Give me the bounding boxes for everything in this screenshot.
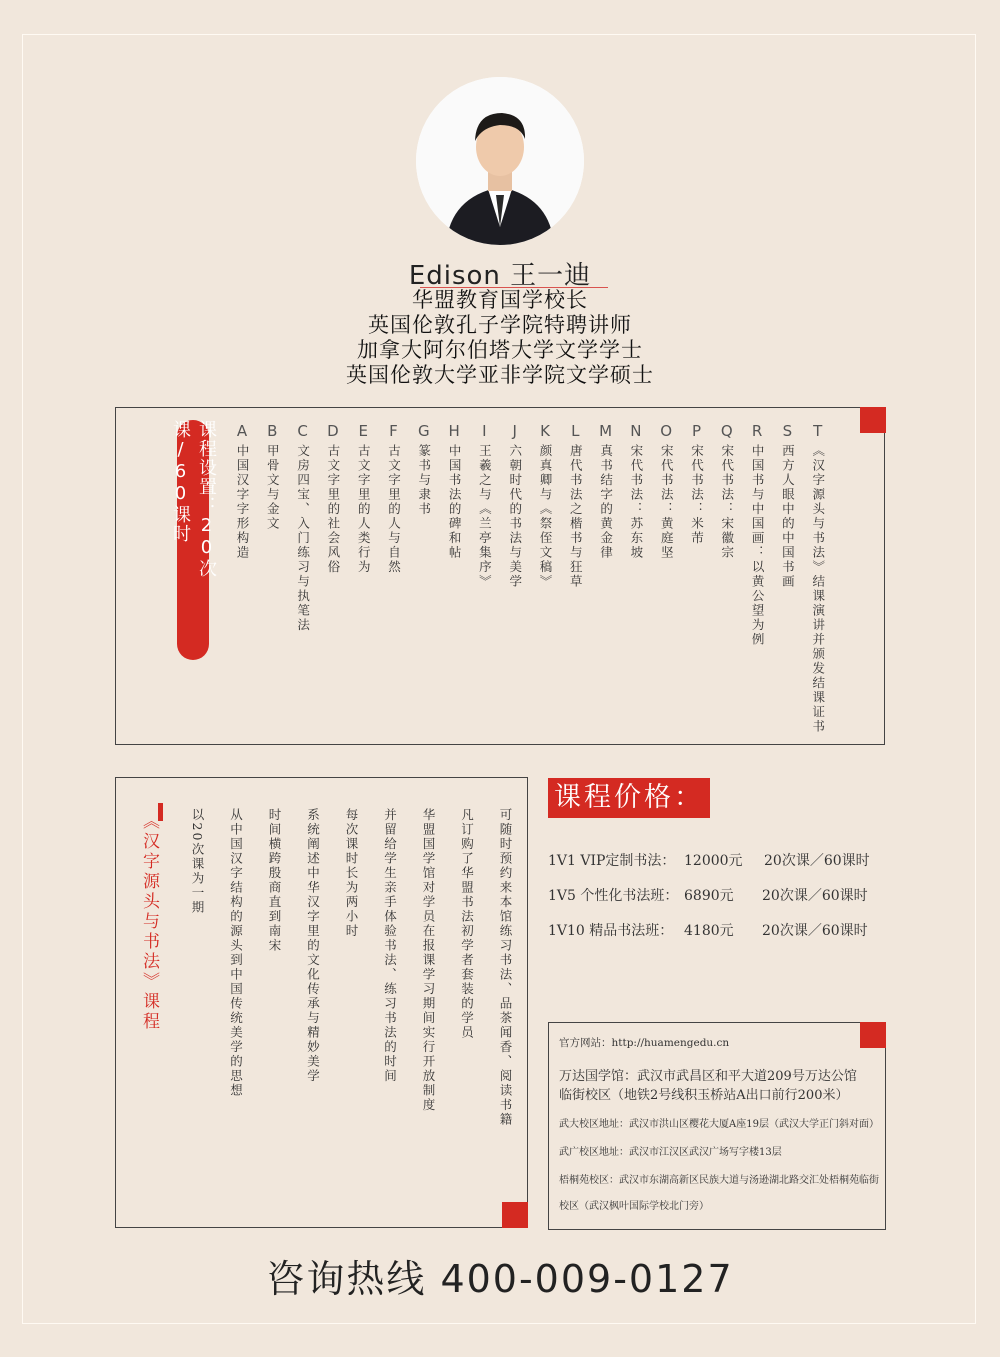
course-title: 古文字里的人类行为 bbox=[356, 444, 372, 575]
hotline[interactable]: 咨询热线 400-009-0127 bbox=[266, 1257, 734, 1301]
description-line: 时间横跨殷商直到南宋 bbox=[267, 808, 282, 953]
instructor-name: Edison 王一迪 bbox=[408, 261, 592, 291]
course-title: 中国书法的碑和帖 bbox=[447, 444, 463, 560]
course-item bbox=[505, 422, 525, 589]
course-item bbox=[656, 422, 676, 560]
curriculum-label: 课程设置：20次课/60课时 bbox=[177, 420, 209, 660]
course-item bbox=[747, 422, 767, 647]
course-item bbox=[384, 422, 404, 575]
title-line: 英国伦敦大学亚非学院文学硕士 bbox=[346, 363, 654, 387]
course-letter: L bbox=[571, 422, 580, 440]
course-item bbox=[777, 422, 797, 589]
description-line: 系统阐述中华汉字里的文化传承与精妙美学 bbox=[305, 808, 321, 1084]
price-sessions: 20次课／60课时 bbox=[764, 853, 870, 869]
wuguang-address: 武广校区地址：武汉市江汉区武汉广场写字楼13层 bbox=[559, 1147, 782, 1158]
course-title: 西方人眼中的中国书画 bbox=[780, 444, 796, 589]
course-item bbox=[717, 422, 737, 560]
description-line: 并留给学生亲手体验书法、练习书法的时间 bbox=[382, 808, 398, 1084]
course-letter: N bbox=[630, 422, 642, 440]
price-amount: 12000元 bbox=[684, 853, 743, 869]
course-letter: K bbox=[540, 422, 550, 440]
course-title: 古文字里的社会风俗 bbox=[325, 444, 341, 575]
course-title: 古文字里的人与自然 bbox=[386, 444, 402, 575]
title-line: 英国伦敦孔子学院特聘讲师 bbox=[368, 313, 632, 337]
course-letter: B bbox=[267, 422, 278, 440]
wutong-address-2: 校区（武汉枫叶国际学校北门旁） bbox=[559, 1201, 709, 1212]
description-line: 以20次课为一期 bbox=[190, 808, 205, 915]
price-amount: 4180元 bbox=[684, 923, 734, 939]
description-line: 从中国汉字结构的源头到中国传统美学的思想 bbox=[228, 808, 244, 1098]
course-letter: C bbox=[297, 422, 308, 440]
course-letter: G bbox=[417, 422, 430, 440]
course-item bbox=[596, 422, 616, 560]
course-title: 宋代书法：黄庭坚 bbox=[659, 444, 675, 560]
course-letter: E bbox=[358, 422, 368, 440]
course-title: 宋代书法：苏东坡 bbox=[628, 444, 644, 560]
course-item bbox=[414, 422, 434, 517]
course-title: 篆书与隶书 bbox=[416, 444, 432, 517]
course-title: 文房四宝、入门练习与执笔法 bbox=[295, 444, 311, 633]
course-letter: D bbox=[327, 422, 339, 440]
description-line: 凡订购了华盟书法初学者套装的学员 bbox=[459, 808, 475, 1040]
course-letter: A bbox=[236, 422, 248, 440]
course-title: 宋代书法：米芾 bbox=[689, 444, 705, 546]
course-letter: F bbox=[389, 422, 398, 440]
course-letter: S bbox=[782, 422, 793, 440]
course-title: 《汉字源头与书法》结课演讲并颁发结课证书 bbox=[810, 444, 826, 734]
course-letter: T bbox=[813, 422, 823, 440]
course-title: 唐代书法之楷书与狂草 bbox=[568, 444, 584, 589]
course-item bbox=[565, 422, 585, 589]
course-letter: R bbox=[751, 422, 763, 440]
price-plan: 1V5 个性化书法班： bbox=[548, 888, 679, 904]
course-title: 颜真卿与《祭侄文稿》 bbox=[538, 444, 553, 589]
title-line: 加拿大阿尔伯塔大学文学学士 bbox=[357, 338, 643, 362]
course-title: 甲骨文与金文 bbox=[265, 444, 281, 531]
course-title: 王羲之与《兰亭集序》 bbox=[477, 444, 493, 589]
course-item bbox=[262, 422, 282, 531]
course-letter: P bbox=[691, 422, 702, 440]
course-title: 中国汉字字形构造 bbox=[235, 444, 250, 560]
avatar bbox=[416, 77, 584, 245]
instructor-titles bbox=[0, 288, 1000, 388]
wanda-address: 万达国学馆：武汉市武昌区和平大道209号万达公馆 bbox=[559, 1069, 857, 1084]
course-title: 宋代书法：宋徽宗 bbox=[719, 444, 735, 560]
course-letter: Q bbox=[720, 422, 733, 440]
description-line: 每次课时长为两小时 bbox=[344, 808, 359, 939]
course-letter: I bbox=[482, 422, 487, 440]
wutong-address: 梧桐苑校区：武汉市东湖高新区民族大道与汤逊湖北路交汇处梧桐苑临街 bbox=[559, 1175, 879, 1186]
corner-accent bbox=[860, 407, 886, 433]
description-line: 华盟国学馆对学员在报课学习期间实行开放制度 bbox=[421, 808, 436, 1113]
course-title: 中国书与中国画：以黄公望为例 bbox=[750, 444, 766, 647]
course-item bbox=[232, 422, 252, 560]
price-plan: 1V10 精品书法班： bbox=[548, 923, 674, 939]
course-item bbox=[808, 422, 828, 734]
course-letter: H bbox=[448, 422, 460, 440]
pricing-heading: 课程价格： bbox=[548, 778, 710, 818]
contact-box bbox=[548, 1022, 886, 1230]
description-line: 可随时预约来本馆练习书法、品茶闻香、阅读书籍 bbox=[498, 808, 513, 1127]
course-item bbox=[323, 422, 343, 575]
price-amount: 6890元 bbox=[684, 888, 734, 904]
wuda-address: 武大校区地址：武汉市洪山区樱花大厦A座19层（武汉大学正门斜对面） bbox=[559, 1119, 879, 1130]
course-title: 六朝时代的书法与美学 bbox=[507, 444, 523, 589]
website-link[interactable]: 官方网站：http://huamengedu.cn bbox=[559, 1037, 730, 1049]
course-letter: J bbox=[512, 422, 517, 440]
wanda-address-2: 临街校区（地铁2号线积玉桥站A出口前行200米） bbox=[559, 1088, 849, 1103]
curriculum-box bbox=[115, 407, 885, 745]
course-title: 真书结字的黄金律 bbox=[598, 444, 614, 560]
course-item bbox=[444, 422, 464, 560]
course-item bbox=[626, 422, 646, 560]
course-item bbox=[353, 422, 373, 575]
course-letter: M bbox=[599, 422, 613, 440]
course-item bbox=[687, 422, 707, 546]
price-sessions: 20次课／60课时 bbox=[762, 923, 868, 939]
course-letter: O bbox=[660, 422, 673, 440]
course-item bbox=[474, 422, 494, 589]
title-line: 华盟教育国学校长 bbox=[412, 288, 588, 312]
price-plan: 1V1 VIP定制书法： bbox=[548, 853, 676, 869]
course-title: 《汉字源头与书法》课程 bbox=[139, 812, 159, 1032]
course-item bbox=[293, 422, 313, 633]
course-item bbox=[535, 422, 555, 589]
price-sessions: 20次课／60课时 bbox=[762, 888, 868, 904]
corner-accent bbox=[860, 1022, 886, 1048]
corner-accent bbox=[502, 1202, 528, 1228]
